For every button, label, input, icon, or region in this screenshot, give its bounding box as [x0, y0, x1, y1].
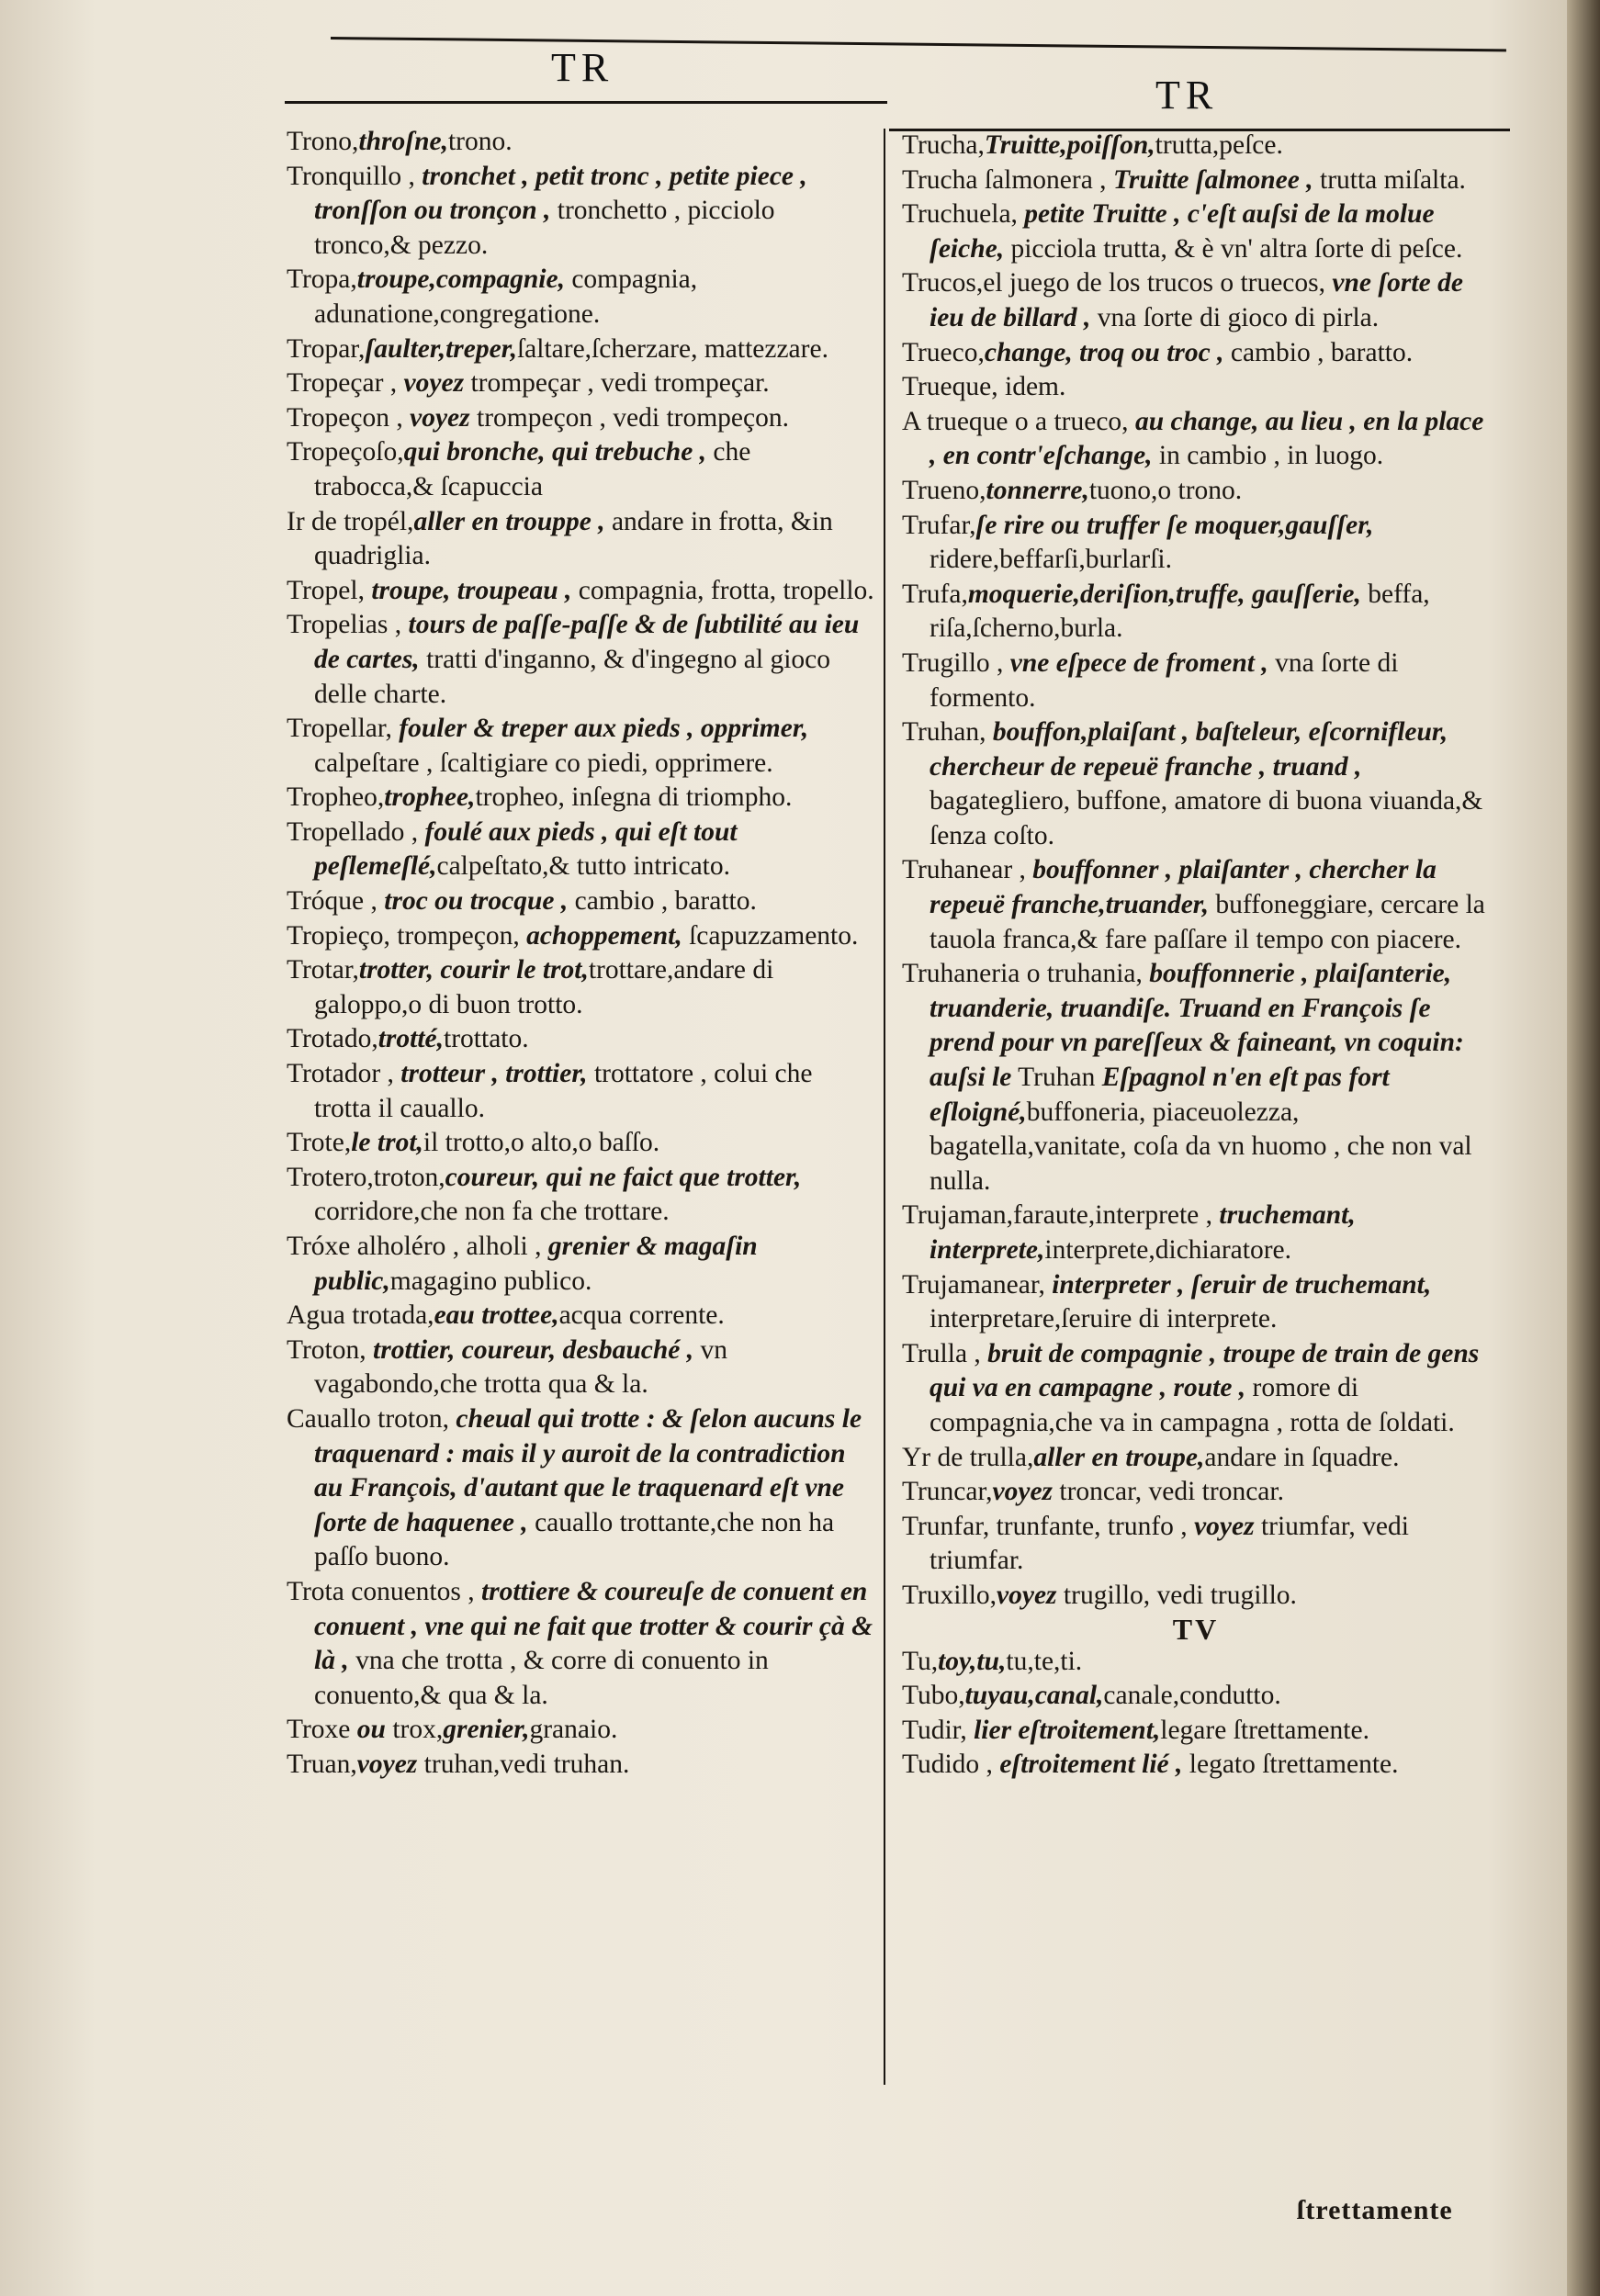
french-gloss: grenier, [443, 1715, 530, 1745]
entry-text: in cambio , in luogo. [1152, 441, 1384, 471]
entry-text: Tu, [902, 1646, 939, 1676]
section-heading-tv: TV [1172, 1612, 1220, 1646]
entry-text: tronchetto , picciolo tronco,& pezzo. [314, 196, 775, 260]
left-column-header: TR [551, 45, 614, 90]
french-gloss: troupe, troupeau , [371, 575, 572, 605]
french-gloss: tonnerre, [986, 475, 1089, 505]
entry-text: A trueque o a trueco, [902, 406, 1135, 436]
dictionary-entry [902, 715, 1490, 853]
entry-text: cauallo trottante,che non ha paſſo buono. [314, 1507, 835, 1572]
french-gloss: troc ou trocque , [384, 886, 569, 917]
french-gloss: vne eſpece de froment , [1009, 647, 1268, 678]
entry-text: ſcapuzzamento. [682, 920, 859, 951]
french-gloss: trotteur , trottier, [400, 1059, 588, 1089]
entry-text: ridere,beffarſi,burlarſi. [930, 545, 1173, 575]
entry-text: interpretare,ſeruire di interprete. [930, 1304, 1278, 1334]
entry-text: Trujamanear, [902, 1269, 1053, 1300]
entry-text: trono. [447, 127, 513, 156]
french-gloss: le trot, [351, 1128, 423, 1158]
entry-text: corridore,che non fa che trottare. [314, 1197, 670, 1227]
column-divider [884, 129, 885, 2085]
french-gloss: trotté, [377, 1024, 445, 1054]
dictionary-entry [287, 1299, 874, 1334]
dictionary-entry [287, 712, 874, 781]
entry-text: tratti d'inganno, & d'ingegno al gioco delle charte. [314, 644, 830, 709]
french-gloss: bouffonner , plaiſanter , chercher la repeuë franche,truander, [930, 855, 1437, 920]
entry-text: che trabocca,& ſcapuccia [314, 437, 751, 501]
entry-text: compagnia, frotta, tropello. [571, 575, 874, 605]
dictionary-entry [287, 1022, 874, 1057]
entry-text: Trugillo , [902, 647, 1010, 678]
entry-text: andare in frotta, &in quadriglia. [314, 506, 833, 571]
entry-text: Tropelias , [287, 610, 409, 640]
entry-text: trottare,andare di galoppo,o di buon trotto. [314, 955, 774, 1019]
dictionary-entry [287, 816, 874, 884]
entry-text: Truhaneria o truhania, [902, 959, 1150, 989]
dictionary-entry [287, 1334, 874, 1402]
dictionary-entry [287, 1713, 874, 1748]
dictionary-entry [287, 1161, 874, 1230]
entry-text: Tróque , [287, 886, 385, 917]
entry-text: Trote, [287, 1128, 352, 1158]
dictionary-entry [287, 401, 874, 436]
dictionary-entry [902, 266, 1490, 335]
entry-text: Truncar, [902, 1477, 993, 1507]
dictionary-entry [902, 129, 1490, 163]
french-gloss: troupe,compagnie, [356, 264, 565, 295]
dictionary-entry [287, 919, 874, 954]
entry-text: beffa, riſa,ſcherno,burla. [930, 579, 1430, 644]
entry-text: Truchuela, [902, 199, 1025, 230]
entry-text: Tropeçon , [287, 402, 411, 433]
entry-text: trutta,peſce. [1155, 130, 1283, 160]
dictionary-entry [902, 1748, 1490, 1783]
french-gloss: au change, au lieu , en la place , en contr'eſchange, [930, 406, 1484, 471]
entry-text: bagategliero, buffone, amatore di buona viuanda,& ſenza coſto. [930, 786, 1483, 850]
entry-text: picciola trutta, & è vn' altra ſorte di peſce. [1004, 233, 1463, 264]
french-gloss: voyez [410, 402, 470, 433]
french-gloss: bouffonnerie , plaiſanterie, truanderie, truandiſe. Truand en François ſe prend pour vn pareſſeux & faineant, vn coquin: auſsi le [930, 959, 1464, 1093]
entry-text: Tronquillo , [287, 161, 423, 191]
dictionary-entry [287, 1230, 874, 1299]
entry-text: legare ſtrettamente. [1160, 1715, 1369, 1745]
entry-text: trugillo, vedi trugillo. [1056, 1580, 1297, 1610]
entry-text: Tropheo, [287, 782, 385, 813]
entry-text: Trucha ſalmonera , [902, 164, 1113, 195]
french-gloss: lier eſtroitement, [974, 1715, 1161, 1745]
entry-text: Tropel, [287, 575, 372, 605]
entry-text: tu,te,ti. [1006, 1646, 1083, 1676]
catchword: ſtrettamente [1297, 2195, 1453, 2225]
french-gloss: eſtroitement lié , [999, 1750, 1183, 1780]
french-gloss: trophee, [384, 782, 476, 813]
french-gloss: tours de paſſe-paſſe & de ſubtilité au ieu de cartes, [314, 610, 860, 674]
french-gloss: grenier & magaſin public, [314, 1232, 758, 1296]
french-gloss: ſe rire ou truffer ſe moquer,gauſſer, [975, 510, 1374, 540]
entry-text: magagino publico. [389, 1266, 592, 1296]
entry-text: trottatore , colui che trotta il cauallo. [314, 1059, 813, 1123]
french-gloss: voyez [997, 1580, 1057, 1610]
right-column-header: TR [1155, 73, 1219, 118]
entry-text: Tudir, [902, 1715, 975, 1745]
french-gloss: Truitte ſalmonee , [1112, 164, 1313, 195]
entry-text: Tropellado , [287, 816, 425, 847]
entry-text: Truhan [1011, 1063, 1102, 1093]
entry-text: Troton, [287, 1334, 374, 1365]
dictionary-entry [902, 1579, 1490, 1614]
entry-text: trox, [385, 1715, 444, 1745]
entry-text: Ir de tropél, [287, 506, 414, 536]
french-gloss: tuyau,canal, [964, 1681, 1104, 1711]
dictionary-entry [902, 1475, 1490, 1510]
entry-text: Trulla , [902, 1338, 988, 1368]
dictionary-entry [902, 957, 1490, 1199]
dictionary-entry [287, 574, 874, 609]
french-gloss: trottier, coureur, desbauché , [373, 1334, 694, 1365]
dictionary-entry [902, 1510, 1490, 1579]
dictionary-entry [287, 263, 874, 332]
entry-text: Trucos,el juego de los trucos o truecos, [902, 268, 1333, 298]
dictionary-entry [287, 1057, 874, 1126]
book-gutter-edge [1567, 0, 1600, 2296]
entry-text: Tropar, [287, 333, 366, 364]
dictionary-entry [287, 1748, 874, 1783]
entry-text: Truxillo, [902, 1580, 997, 1610]
entry-text: compagnia, adunatione,congregatione. [314, 264, 698, 329]
french-gloss: toy,tu, [938, 1646, 1007, 1676]
french-gloss: truchemant, interprete, [930, 1200, 1356, 1265]
entry-text: buffoneggiare, cercare la tauola franca,& fare paſſare il tempo con piacere. [930, 890, 1485, 954]
entry-text: andare in ſquadre. [1204, 1442, 1400, 1472]
dictionary-entry [287, 884, 874, 919]
entry-text: Trueque, idem. [902, 372, 1066, 402]
entry-text: tropheo, inſegna di triompho. [475, 782, 793, 813]
entry-text: triumfar, vedi triumfar. [930, 1511, 1409, 1576]
dictionary-entry [902, 647, 1490, 715]
french-gloss: voyez [356, 1749, 418, 1779]
entry-text: Tropeçoſo, [287, 437, 404, 467]
entry-text: interprete,dichiaratore. [1044, 1235, 1292, 1265]
french-gloss: interpreter , ſeruir de truchemant, [1052, 1269, 1432, 1300]
dictionary-entry [902, 1645, 1490, 1680]
dictionary-entry [287, 1126, 874, 1161]
entry-text: acqua corrente. [558, 1300, 725, 1331]
entry-text: legato ſtrettamente. [1182, 1750, 1399, 1780]
entry-text: Trufar, [902, 510, 976, 540]
dictionary-entry [902, 197, 1490, 266]
dictionary-entry [902, 1337, 1490, 1441]
entry-text: il trotto,o alto,o baſſo. [423, 1128, 660, 1158]
french-gloss: change, troq ou troc , [984, 337, 1224, 367]
entry-text: vna ſorte di gioco di pirla. [1090, 302, 1380, 332]
entry-text: Truhanear , [902, 855, 1033, 885]
french-gloss: bruit de compagnie , troupe de train de gens qui va en campagne , route , [930, 1338, 1480, 1403]
french-gloss: Eſpagnol n'en eſt pas fort eſloigné, [930, 1063, 1390, 1127]
french-gloss: foulé aux pieds , qui eſt tout peſlemeſlé, [314, 816, 738, 882]
entry-text: Tropellar, [287, 714, 400, 744]
french-gloss: vne ſorte de ieu de billard , [930, 268, 1463, 332]
entry-text: troncar, vedi troncar. [1053, 1477, 1284, 1507]
dictionary-entry [902, 1441, 1490, 1476]
dictionary-entry [287, 608, 874, 712]
french-gloss: moquerie,deriſion,truffe, gauſſerie, [967, 579, 1361, 609]
entry-text: calpeſtato,& tutto intricato. [436, 851, 730, 882]
french-gloss: fouler & treper aux pieds , opprimer, [399, 714, 809, 744]
dictionary-entry [902, 1199, 1490, 1267]
entry-text: Trucha, [902, 130, 985, 160]
entry-text: vna che trotta , & corre di conuento in conuento,& qua & la. [314, 1646, 769, 1710]
entry-text: Trotador , [287, 1059, 401, 1089]
french-gloss: trotter, courir le trot, [358, 955, 589, 985]
dictionary-entry [287, 366, 874, 401]
entry-text: romore di compagnia,che va in campagna , rotta de ſoldati. [930, 1373, 1455, 1437]
dictionary-entry [287, 1575, 874, 1713]
dictionary-entry [902, 853, 1490, 957]
dictionary-entry [287, 505, 874, 574]
entry-text: vn vagabondo,che trotta qua & la. [314, 1334, 728, 1400]
entry-text: Truan, [287, 1749, 357, 1779]
dictionary-entry [287, 781, 874, 816]
french-gloss: ſaulter,treper, [365, 333, 517, 364]
entry-text: Yr de trulla, [902, 1442, 1034, 1472]
french-gloss: cheual qui trotte : & ſelon aucuns le traquenard : mais il y auroit de la contradiction au François, d'autant que le traquenard eſt vne ſorte de haquenee , [314, 1403, 862, 1537]
entry-text: Trota conuentos , [287, 1576, 481, 1606]
french-gloss: voyez [403, 368, 465, 399]
dictionary-entry [287, 953, 874, 1022]
entry-text: trottato. [444, 1024, 529, 1054]
entry-text: vna ſorte di formento. [930, 647, 1399, 713]
dictionary-entry [287, 125, 874, 160]
entry-text: trompeçar , vedi trompeçar. [464, 368, 770, 399]
entry-text: Tróxe alholéro , alholi , [287, 1232, 548, 1261]
entry-text: Trunfar, trunfante, trunfo , [902, 1511, 1195, 1541]
entry-text: Trotar, [287, 955, 359, 985]
french-gloss: ou [356, 1715, 386, 1745]
dictionary-entry [902, 1679, 1490, 1714]
entry-text: cambio , baratto. [568, 886, 757, 917]
entry-text: Trotado, [287, 1024, 378, 1054]
entry-text: trutta miſalta. [1313, 164, 1466, 195]
dictionary-entry [902, 578, 1490, 647]
french-gloss: throſne, [358, 127, 448, 156]
french-gloss: eau trottee, [434, 1300, 559, 1331]
entry-text: Cauallo troton, [287, 1403, 456, 1434]
entry-text: Tropeçar , [287, 368, 404, 399]
entry-text: Trueco, [902, 337, 985, 367]
dictionary-entry [287, 435, 874, 504]
entry-text: Tubo, [902, 1681, 965, 1711]
entry-text: Trufa, [902, 579, 968, 609]
entry-text: canale,condutto. [1103, 1681, 1281, 1711]
entry-text: cambio , baratto. [1223, 337, 1414, 367]
entry-text: Truhan, [902, 717, 993, 748]
entry-text: Trujaman,faraute,interprete , [902, 1200, 1220, 1231]
dictionary-entry [902, 1268, 1490, 1337]
entry-text: Trueno, [902, 475, 986, 505]
entry-text: tuono,o trono. [1088, 475, 1243, 505]
french-gloss: bouffon,plaiſant , baſteleur, eſcornifleur, chercheur de repeuë franche , truand , [930, 717, 1448, 782]
french-gloss: voyez [992, 1477, 1054, 1507]
entry-text: buffoneria, piaceuolezza, bagatella,vanitate, coſa da vn huomo , che non val nulla. [930, 1097, 1472, 1196]
dictionary-entry [287, 332, 874, 367]
french-gloss: coureur, qui ne faict que trotter, [445, 1162, 802, 1192]
french-gloss: aller en troupe, [1033, 1442, 1205, 1472]
entry-text: ſaltare,ſcherzare, mattezzare. [516, 333, 828, 364]
dictionary-entry [902, 1714, 1490, 1749]
entry-text: calpeſtare , ſcaltigiare co piedi, opprimere. [314, 748, 773, 778]
entry-text: Trotero,troton, [287, 1162, 445, 1192]
french-gloss: achoppement, [526, 920, 682, 951]
entry-text: Tudido , [902, 1750, 1000, 1780]
dictionary-entry [902, 509, 1490, 578]
dictionary-entry [902, 163, 1490, 198]
french-gloss: qui bronche, qui trebuche , [403, 437, 707, 467]
dictionary-entry [902, 336, 1490, 371]
french-gloss: Truitte,poiſſon, [984, 130, 1155, 160]
dictionary-entry [902, 370, 1490, 405]
entry-text: trompeçon , vedi trompeçon. [469, 402, 789, 433]
dictionary-entry [287, 1402, 874, 1575]
entry-text: Tropa, [287, 264, 357, 295]
french-gloss: petite Truitte , c'eſt auſsi de la molue ſeiche, [930, 199, 1435, 264]
french-gloss: voyez [1194, 1511, 1255, 1541]
entry-text: truhan,vedi truhan. [417, 1749, 630, 1779]
french-gloss: tronchet , petit tronc , petite piece , tronſſon ou tronçon , [314, 161, 807, 226]
right-column [902, 129, 1490, 1783]
entry-text: Tropieço, trompeçon, [287, 920, 527, 951]
left-column [287, 125, 874, 1783]
entry-text: granaio. [529, 1715, 618, 1745]
entry-text: Trono, [287, 127, 359, 156]
dictionary-entry [902, 405, 1490, 474]
french-gloss: trottiere & coureuſe de conuent en conuent , vne qui ne fait que trotter & courir çà & là , [314, 1576, 873, 1676]
entry-text: Troxe [287, 1715, 357, 1745]
dictionary-entry [902, 474, 1490, 509]
entry-text: Agua trotada, [287, 1300, 434, 1331]
french-gloss: aller en trouppe , [413, 506, 605, 536]
dictionary-entry [287, 160, 874, 264]
left-header-rule [285, 101, 887, 104]
